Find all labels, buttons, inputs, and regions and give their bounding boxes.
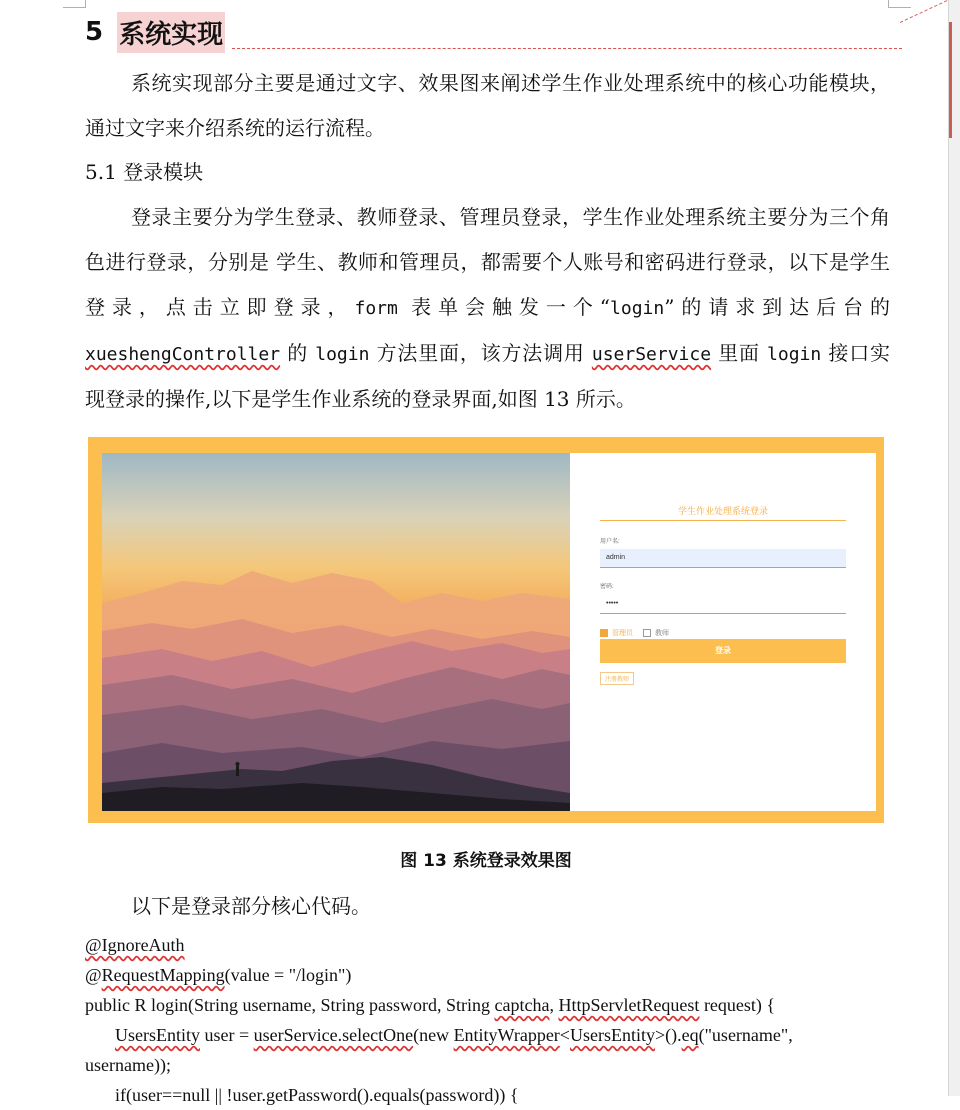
login-page-image [102, 453, 876, 811]
register-teacher-button: 注册教师 [600, 672, 634, 685]
figure-login-screenshot[interactable] [88, 437, 884, 823]
code-line: if(user==null || !user.getPassword().equals(password)) { [115, 1085, 519, 1105]
intro-paragraph: 系统实现部分主要是通过文字、效果图来阐述学生作业处理系统中的核心功能模块，通过文字来介绍系统的运行流程。 [85, 71, 890, 140]
password-field: ••••• [600, 595, 846, 614]
chapter-heading [85, 12, 225, 52]
checkbox-icon [643, 629, 651, 637]
page-corner-mark [63, 0, 86, 8]
page-corner-mark [888, 0, 911, 8]
code-line: username)); [85, 1055, 171, 1075]
login-form-panel [570, 453, 876, 811]
role-option-teacher: 教师 [643, 628, 669, 638]
code-line: @IgnoreAuth [85, 935, 185, 955]
chapter-number: 5 [85, 17, 104, 47]
mountain-landscape-image [102, 453, 570, 811]
code-line: @RequestMapping(value = "/login") [85, 965, 352, 985]
code-intro-paragraph: 以下是登录部分核心代码。 [131, 894, 371, 918]
vertical-scrollbar[interactable] [948, 0, 960, 1096]
login-button: 登录 [600, 639, 846, 663]
comment-connector-line [232, 48, 902, 49]
code-block [85, 930, 890, 1110]
password-label: 密码: [600, 584, 614, 590]
section-heading: 5.1 登录模块 [85, 160, 204, 184]
figure-caption: 图 13 系统登录效果图 [400, 851, 572, 871]
code-line: UsersEntity user = userService.selectOne(new EntityWrapper<UsersEntity>().eq("username", [115, 1025, 793, 1045]
checkbox-icon [600, 629, 608, 637]
role-option-admin: 管理员 [600, 628, 633, 638]
revision-marker [949, 22, 952, 138]
chapter-title[interactable]: 系统实现 [117, 12, 225, 53]
login-form-title: 学生作业处理系统登录 [677, 506, 768, 516]
role-selector [600, 628, 669, 638]
login-paragraph: 登录主要分为学生登录、教师登录、管理员登录，学生作业处理系统主要分为三个角色进行登录，分别是 学生、教师和管理员，都需要个人账号和密码进行登录，以下是学生登录，点击立即登录，form 表单会触发一个“login”的请求到达后台的 xueshengController 的 login 方法里面，该方法调用 userService 里面 login 接口实现登录的操作,以下是学生作业系统的登录界面,如图 13 所示。 [85, 205, 891, 411]
code-line: public R login(String username, String password, String captcha, HttpServletRequest request) { [85, 995, 776, 1015]
username-label: 用户名: [600, 539, 620, 545]
title-divider [600, 520, 846, 521]
username-field: admin [600, 549, 846, 568]
